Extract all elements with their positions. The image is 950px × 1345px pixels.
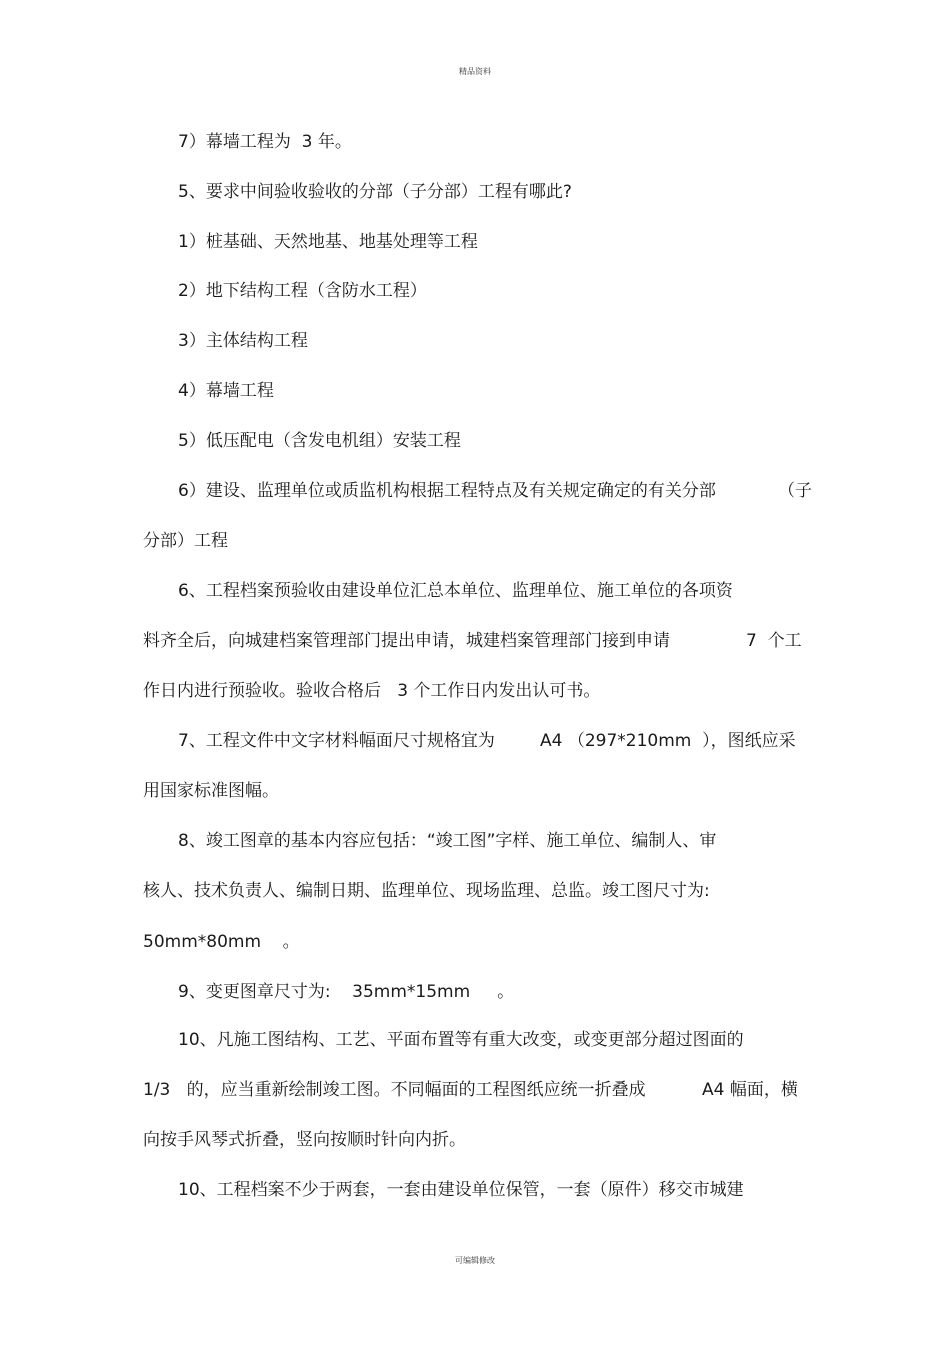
text-line: 4）幕墙工程 <box>178 381 274 401</box>
text-line: 核人、技术负责人、编制日期、监理单位、现场监理、总监。竣工图尺寸为: <box>143 881 710 901</box>
page-header: 精品资料 <box>459 67 491 76</box>
text-line: 1）桩基础、天然地基、地基处理等工程 <box>178 232 478 252</box>
text-line: 6、工程档案预验收由建设单位汇总本单位、监理单位、施工单位的各项资 <box>178 581 733 601</box>
text-line: 3）主体结构工程 <box>178 331 308 351</box>
text-line: 料齐全后，向城建档案管理部门提出申请，城建档案管理部门接到申请 <box>143 631 670 651</box>
text-line: 向按手风琴式折叠，竖向按顺时针向内折。 <box>143 1130 466 1150</box>
text-line: 6）建设、监理单位或质监机构根据工程特点及有关规定确定的有关分部 <box>178 481 716 501</box>
text-line-end: 7 个工 <box>746 631 802 651</box>
text-line: 50mm*80mm 。 <box>143 932 300 952</box>
text-line: 10、凡施工图结构、工艺、平面布置等有重大改变，或变更部分超过图面的 <box>178 1030 744 1050</box>
text-line: 分部）工程 <box>143 531 228 551</box>
text-line: 8、竣工图章的基本内容应包括：“竣工图”字样、施工单位、编制人、审 <box>178 831 717 851</box>
text-line: 9、变更图章尺寸为: 35mm*15mm 。 <box>178 982 515 1002</box>
text-line: 用国家标准图幅。 <box>143 781 279 801</box>
text-line-end: A4 幅面，横 <box>702 1080 798 1100</box>
text-line: 5）低压配电（含发电机组）安装工程 <box>178 431 461 451</box>
text-line-end: （子 <box>778 481 812 501</box>
text-line: 5、要求中间验收验收的分部（子分部）工程有哪此? <box>178 182 572 202</box>
text-line: 7）幕墙工程为 3 年。 <box>178 132 352 152</box>
text-line: 7、工程文件中文字材料幅面尺寸规格宜为 <box>178 731 495 751</box>
page-footer: 可编辑修改 <box>455 1256 495 1265</box>
text-line: 10、工程档案不少于两套，一套由建设单位保管，一套（原件）移交市城建 <box>178 1180 744 1200</box>
text-line-end: A4 （297*210mm ），图纸应采 <box>540 731 796 751</box>
text-line: 1/3 的，应当重新绘制竣工图。不同幅面的工程图纸应统一折叠成 <box>143 1080 646 1100</box>
text-line: 2）地下结构工程（含防水工程） <box>178 281 427 301</box>
text-line: 作日内进行预验收。验收合格后 3 个工作日内发出认可书。 <box>143 681 601 701</box>
